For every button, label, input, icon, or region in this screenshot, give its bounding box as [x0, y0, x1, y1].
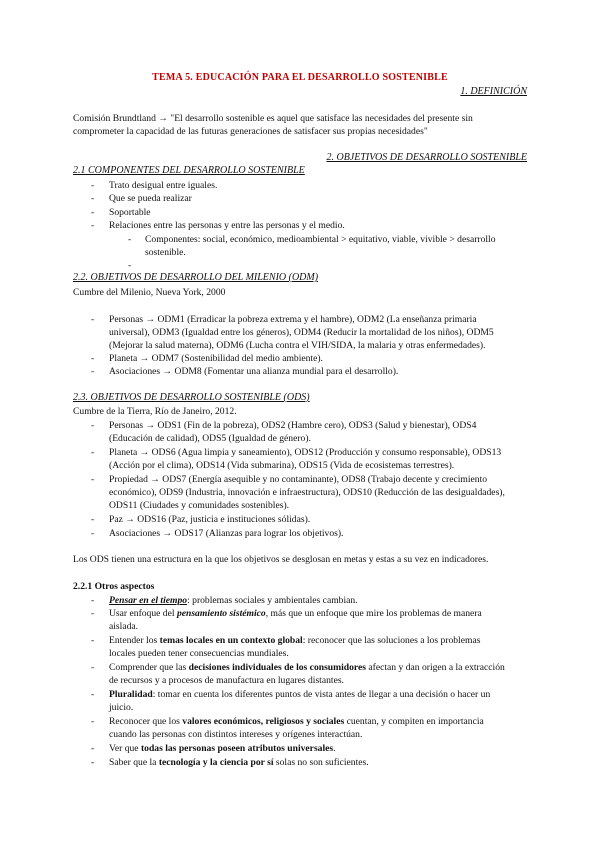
list-item: Relaciones entre las personas y entre las personas y el medio.	[109, 220, 345, 231]
ods-planeta-line-1: Planeta → ODS6 (Agua limpia y saneamiento), ODS12 (Producción y consumo responsable), ODS13	[109, 447, 502, 458]
aspect-lead-text: Entender los	[109, 635, 160, 646]
aspect-text: : problemas sociales y ambientales cambian.	[187, 595, 358, 606]
ods-asociaciones: Asociaciones → ODS17 (Alianzas para lograr los objetivos).	[109, 528, 344, 539]
aspect-bold-text: Pensar en el tiempo	[109, 595, 188, 606]
aspect-text: : reconocer que las soluciones a los problemas	[302, 635, 481, 646]
sub-list-item-line-1: Componentes: social, económico, medioambiental > equitativo, viable, vivible > desarrollo	[145, 234, 496, 245]
bullet-dash: -	[91, 595, 95, 606]
aspect-lead-text: Saber que la	[109, 757, 159, 768]
aspect-bold-text: temas locales en un contexto global	[159, 635, 303, 646]
odm-intro: Cumbre del Milenio, Nueva York, 2000	[73, 287, 226, 298]
bullet-dash: -	[91, 514, 95, 525]
ods-propiedad-line-3: ODS11 (Ciudades y comunidades sostenibles).	[109, 500, 290, 511]
bullet-dash: -	[91, 314, 95, 325]
aspect-bold-text: decisiones individuales de los consumidores	[188, 662, 367, 673]
definition-line-2: comprometer la capacidad de las futuras generaciones de satisfacer sus propias necesidades"	[73, 126, 428, 137]
sub-list-item-line-2: sostenible.	[145, 247, 186, 258]
bullet-dash: -	[128, 260, 132, 271]
aspect-bold-text: pensamiento sistémico	[176, 608, 266, 619]
ods-intro: Cumbre de la Tierra, Río de Janeiro, 2012.	[73, 406, 237, 417]
subsection-2-2-1-heading: 2.2.1 Otros aspectos	[73, 581, 155, 592]
aspect-text: : tomar en cuenta los diferentes puntos de vista antes de llegar a una decisión o hacer un	[152, 689, 491, 700]
aspect-item-2-continuation: aislada.	[109, 621, 139, 632]
bullet-dash: -	[91, 447, 95, 458]
aspect-lead-text: Comprender que las	[109, 662, 189, 673]
ods-personas-line-2: (Educación de calidad), ODS5 (Igualdad de género).	[109, 433, 311, 444]
aspect-item-1	[109, 594, 358, 607]
bullet-dash: -	[91, 474, 95, 485]
ods-paz: Paz → ODS16 (Paz, justicia e instituciones sólidas).	[109, 514, 311, 525]
aspect-text: .	[333, 743, 336, 754]
aspect-item-6-continuation: cuando las personas con distintos intereses y orígenes interactúan.	[109, 729, 363, 740]
aspect-item-5-continuation: juicio.	[109, 702, 134, 713]
ods-closing-text: Los ODS tienen una estructura en la que los objetivos se desglosan en metas y estas a su vez en indicadores.	[73, 554, 489, 565]
definition-line-1: Comisión Brundtland → "El desarrollo sostenible es aquel que satisface las necesidades del presente sin	[73, 113, 473, 124]
aspect-bold-text: valores económicos, religiosos y sociales	[182, 716, 345, 727]
aspect-text: , más que un enfoque que mire los problemas de manera	[265, 608, 482, 619]
ods-propiedad-line-1: Propiedad → ODS7 (Energía asequible y no contaminante), ODS8 (Trabajo decente y crecimiento	[109, 474, 488, 485]
bullet-dash: -	[91, 193, 95, 204]
list-item: Que se pueda realizar	[109, 193, 192, 204]
aspect-item-3	[109, 634, 480, 647]
aspect-item-4	[109, 661, 505, 674]
aspect-item-8	[109, 756, 369, 769]
bullet-dash: -	[91, 716, 95, 727]
document-title: TEMA 5. EDUCACIÓN PARA EL DESARROLLO SOSTENIBLE	[152, 72, 448, 83]
bullet-dash: -	[91, 608, 95, 619]
list-item: Soportable	[109, 207, 151, 218]
bullet-dash: -	[91, 662, 95, 673]
aspect-item-5	[109, 688, 490, 701]
odm-personas-line-1: Personas → ODM1 (Erradicar la pobreza extrema y el hambre), ODM2 (La enseñanza primaria	[109, 314, 477, 325]
bullet-dash: -	[91, 420, 95, 431]
bullet-dash: -	[91, 366, 95, 377]
bullet-dash: -	[91, 635, 95, 646]
ods-propiedad-line-2: económico), ODS9 (Industria, innovación e infraestructura), ODS10 (Reducción de las desigualdades),	[109, 487, 505, 498]
odm-planeta: Planeta → ODM7 (Sostenibilidad del medio ambiente).	[109, 353, 323, 364]
ods-planeta-line-2: (Acción por el clima), ODS14 (Vida submarina), ODS15 (Vida de ecosistemas terrestres).	[109, 460, 455, 471]
list-item: Trato desigual entre iguales.	[109, 180, 218, 191]
bullet-dash: -	[91, 353, 95, 364]
bullet-dash: -	[91, 743, 95, 754]
aspect-text: solas no son suficientes.	[273, 757, 369, 768]
aspect-text: cuentan, y compiten en importancia	[344, 716, 484, 727]
aspect-lead-text: Reconocer que los	[109, 716, 183, 727]
odm-personas-line-2: universal), ODM3 (Igualdad entre los géneros), ODM4 (Reducir la mortalidad de los niños), ODM5	[109, 327, 494, 338]
ods-personas-line-1: Personas → ODS1 (Fin de la pobreza), ODS2 (Hambre cero), ODS3 (Salud y bienestar), ODS4	[109, 420, 477, 431]
section-1-heading: 1. DEFINICIÓN	[460, 86, 527, 97]
bullet-dash: -	[91, 528, 95, 539]
subsection-2-3-heading: 2.3. OBJETIVOS DE DESARROLLO SOSTENIBLE (ODS)	[73, 392, 310, 403]
bullet-dash: -	[91, 757, 95, 768]
odm-personas-line-3: (Mejorar la salud materna), ODM6 (Lucha contra el VIH/SIDA, la malaria y otras enfermedades).	[109, 340, 486, 351]
aspect-text: afectan y dan origen a la extracción	[366, 662, 505, 673]
aspect-lead-text: Usar enfoque del	[109, 608, 177, 619]
aspect-bold-text: tecnología y la ciencia por sí	[158, 757, 274, 768]
bullet-dash: -	[91, 180, 95, 191]
aspect-lead-text: Ver que	[109, 743, 141, 754]
aspect-item-2	[109, 607, 482, 620]
subsection-2-2-heading: 2.2. OBJETIVOS DE DESARROLLO DEL MILENIO (ODM)	[73, 272, 319, 283]
aspect-item-3-continuation: locales pueden tener consecuencias mundiales.	[109, 648, 289, 659]
aspect-bold-text: todas las personas poseen atributos universales	[140, 743, 334, 754]
aspect-item-4-continuation: de recursos y a procesos de manufactura en lugares distantes.	[109, 675, 344, 686]
bullet-dash: -	[91, 207, 95, 218]
aspect-bold-text: Pluralidad	[109, 689, 153, 700]
aspect-item-7	[109, 742, 336, 755]
bullet-dash: -	[91, 689, 95, 700]
bullet-dash: -	[128, 234, 132, 245]
aspect-item-6	[109, 715, 484, 728]
subsection-2-1-heading: 2.1 COMPONENTES DEL DESARROLLO SOSTENIBLE	[73, 165, 305, 176]
odm-asociaciones: Asociaciones → ODM8 (Fomentar una alianza mundial para el desarrollo).	[109, 366, 399, 377]
bullet-dash: -	[91, 220, 95, 231]
section-2-heading: 2. OBJETIVOS DE DESARROLLO SOSTENIBLE	[326, 152, 527, 163]
